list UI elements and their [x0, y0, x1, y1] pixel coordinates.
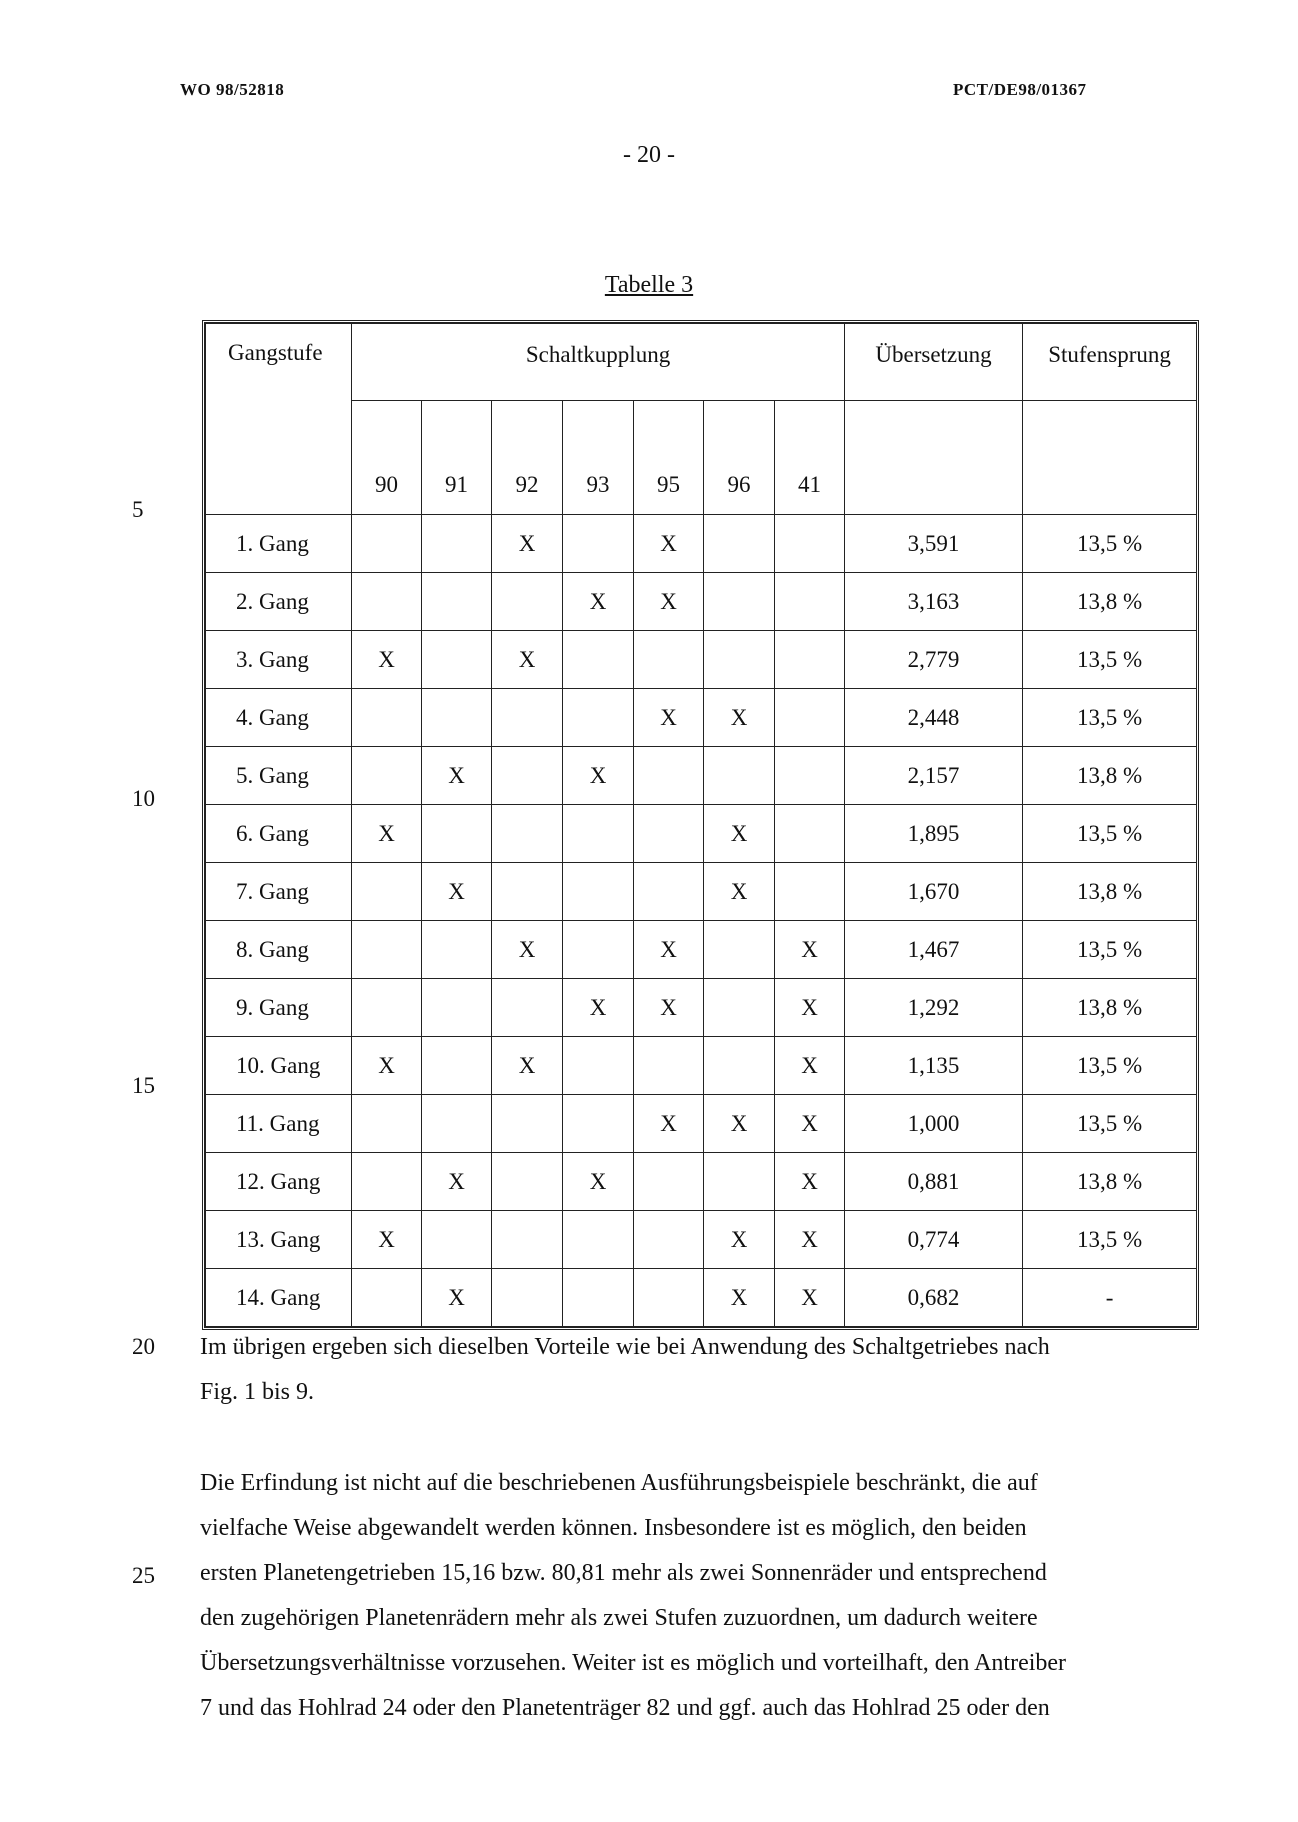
clutch-mark [422, 1037, 492, 1095]
clutch-mark: X [634, 573, 704, 631]
header-uebersetzung: Übersetzung [845, 324, 1023, 401]
clutch-mark [492, 805, 563, 863]
clutch-mark: X [352, 1037, 422, 1095]
header-clutch: 92 [492, 401, 563, 515]
step-value: 13,5 % [1023, 631, 1197, 689]
header-stufensprung: Stufensprung [1023, 324, 1197, 401]
clutch-mark [492, 979, 563, 1037]
header-gangstufe: Gangstufe [206, 324, 352, 515]
clutch-mark [563, 631, 634, 689]
ratio-value: 0,774 [845, 1211, 1023, 1269]
clutch-mark [422, 1095, 492, 1153]
text-line: Übersetzungsverhältnisse vorzusehen. Weiter ist es möglich und vorteilhaft, den Antreiber [200, 1650, 1067, 1676]
ratio-value: 1,000 [845, 1095, 1023, 1153]
clutch-mark [704, 1037, 775, 1095]
clutch-mark: X [492, 921, 563, 979]
table-row [206, 747, 1197, 805]
header-uebersetzung-blank [845, 401, 1023, 515]
step-value: 13,8 % [1023, 979, 1197, 1037]
clutch-mark [775, 747, 845, 805]
gear-label: 5. Gang [206, 747, 352, 805]
clutch-mark [352, 1095, 422, 1153]
clutch-mark [352, 573, 422, 631]
ratio-value: 1,670 [845, 863, 1023, 921]
clutch-mark [634, 805, 704, 863]
header-clutch: 90 [352, 401, 422, 515]
header-clutch: 96 [704, 401, 775, 515]
clutch-mark: X [352, 1211, 422, 1269]
step-value: - [1023, 1269, 1197, 1327]
header-clutch: 93 [563, 401, 634, 515]
clutch-mark [704, 1153, 775, 1211]
clutch-mark: X [352, 631, 422, 689]
clutch-mark [704, 921, 775, 979]
gear-label: 6. Gang [206, 805, 352, 863]
step-value: 13,5 % [1023, 1037, 1197, 1095]
clutch-mark: X [775, 1153, 845, 1211]
clutch-mark: X [775, 1037, 845, 1095]
clutch-mark [422, 573, 492, 631]
clutch-mark [634, 1211, 704, 1269]
ratio-value: 3,163 [845, 573, 1023, 631]
line-number: 20 [132, 1334, 155, 1359]
clutch-mark [704, 573, 775, 631]
text-line: ersten Planetengetrieben 15,16 bzw. 80,81 mehr als zwei Sonnenräder und entsprechend [200, 1560, 1047, 1586]
clutch-mark [352, 689, 422, 747]
gear-label: 7. Gang [206, 863, 352, 921]
clutch-mark: X [492, 631, 563, 689]
gear-label: 3. Gang [206, 631, 352, 689]
step-value: 13,5 % [1023, 921, 1197, 979]
table-row [206, 1037, 1197, 1095]
clutch-mark [704, 515, 775, 573]
application-number: PCT/DE98/01367 [953, 80, 1087, 99]
header-stufensprung-blank [1023, 401, 1197, 515]
clutch-mark: X [422, 1153, 492, 1211]
clutch-mark [352, 863, 422, 921]
clutch-mark [492, 573, 563, 631]
header-schaltkupplung: Schaltkupplung [352, 324, 845, 401]
clutch-mark [492, 863, 563, 921]
clutch-mark [634, 1153, 704, 1211]
clutch-mark: X [634, 1095, 704, 1153]
clutch-mark [775, 515, 845, 573]
clutch-mark [704, 631, 775, 689]
clutch-mark [352, 1269, 422, 1327]
clutch-mark: X [352, 805, 422, 863]
table-row [206, 921, 1197, 979]
clutch-mark [775, 805, 845, 863]
header-clutch: 41 [775, 401, 845, 515]
step-value: 13,5 % [1023, 805, 1197, 863]
clutch-mark [634, 1269, 704, 1327]
ratio-value: 1,292 [845, 979, 1023, 1037]
ratio-value: 1,135 [845, 1037, 1023, 1095]
clutch-mark [422, 805, 492, 863]
clutch-mark [352, 921, 422, 979]
document-number: WO 98/52818 [180, 80, 285, 99]
gear-label: 4. Gang [206, 689, 352, 747]
clutch-mark: X [704, 1095, 775, 1153]
clutch-mark [634, 863, 704, 921]
line-number: 15 [132, 1073, 155, 1098]
clutch-mark: X [563, 573, 634, 631]
clutch-mark: X [634, 689, 704, 747]
clutch-mark: X [634, 921, 704, 979]
step-value: 13,8 % [1023, 863, 1197, 921]
step-value: 13,5 % [1023, 515, 1197, 573]
table-row [206, 573, 1197, 631]
clutch-mark [634, 1037, 704, 1095]
paragraph-invention [200, 1461, 1180, 1731]
clutch-mark: X [492, 515, 563, 573]
text-line: Die Erfindung ist nicht auf die beschriebenen Ausführungsbeispiele beschränkt, die auf [200, 1470, 1038, 1496]
clutch-mark: X [492, 1037, 563, 1095]
ratio-value: 2,448 [845, 689, 1023, 747]
clutch-mark [422, 921, 492, 979]
header-clutch: 91 [422, 401, 492, 515]
text-line: Fig. 1 bis 9. [200, 1379, 315, 1405]
clutch-mark: X [775, 979, 845, 1037]
clutch-mark [563, 863, 634, 921]
text-line: den zugehörigen Planetenrädern mehr als zwei Stufen zuzuordnen, um dadurch weitere [200, 1605, 1038, 1631]
clutch-mark [563, 515, 634, 573]
clutch-mark [563, 1037, 634, 1095]
gear-label: 8. Gang [206, 921, 352, 979]
table-row [206, 1153, 1197, 1211]
ratio-value: 2,157 [845, 747, 1023, 805]
paragraph-advantages [200, 1325, 1180, 1415]
gear-label: 10. Gang [206, 1037, 352, 1095]
table-row [206, 1095, 1197, 1153]
clutch-mark [563, 1269, 634, 1327]
header-clutch: 95 [634, 401, 704, 515]
step-value: 13,8 % [1023, 573, 1197, 631]
clutch-mark [352, 1153, 422, 1211]
clutch-mark [775, 631, 845, 689]
ratio-value: 0,881 [845, 1153, 1023, 1211]
clutch-mark [422, 1211, 492, 1269]
clutch-mark: X [563, 979, 634, 1037]
clutch-mark: X [634, 515, 704, 573]
gear-label: 1. Gang [206, 515, 352, 573]
clutch-mark [422, 631, 492, 689]
clutch-mark [352, 979, 422, 1037]
gear-table [202, 320, 1199, 1330]
clutch-mark: X [422, 863, 492, 921]
line-number: 25 [132, 1563, 155, 1588]
gear-table-body [206, 515, 1197, 1327]
clutch-mark: X [775, 1269, 845, 1327]
table-row [206, 863, 1197, 921]
step-value: 13,8 % [1023, 1153, 1197, 1211]
gear-label: 2. Gang [206, 573, 352, 631]
clutch-mark [775, 863, 845, 921]
text-line: vielfache Weise abgewandelt werden können. Insbesondere ist es möglich, den beiden [200, 1515, 1027, 1541]
ratio-value: 0,682 [845, 1269, 1023, 1327]
clutch-mark [775, 573, 845, 631]
clutch-mark [422, 689, 492, 747]
gear-label: 13. Gang [206, 1211, 352, 1269]
text-line: Im übrigen ergeben sich dieselben Vorteile wie bei Anwendung des Schaltgetriebes nach [200, 1334, 1050, 1360]
step-value: 13,5 % [1023, 1211, 1197, 1269]
clutch-mark: X [422, 747, 492, 805]
text-line: 7 und das Hohlrad 24 oder den Planetenträger 82 und ggf. auch das Hohlrad 25 oder den [200, 1695, 1050, 1721]
step-value: 13,5 % [1023, 1095, 1197, 1153]
clutch-mark [352, 747, 422, 805]
clutch-mark [634, 631, 704, 689]
clutch-mark: X [775, 1095, 845, 1153]
gear-label: 12. Gang [206, 1153, 352, 1211]
clutch-mark [563, 1095, 634, 1153]
clutch-mark [563, 805, 634, 863]
clutch-mark: X [704, 805, 775, 863]
clutch-mark [563, 1211, 634, 1269]
clutch-mark [634, 747, 704, 805]
clutch-mark: X [563, 1153, 634, 1211]
gear-label: 11. Gang [206, 1095, 352, 1153]
ratio-value: 3,591 [845, 515, 1023, 573]
clutch-mark: X [422, 1269, 492, 1327]
clutch-mark [704, 747, 775, 805]
line-number: 5 [132, 497, 144, 522]
table-row [206, 1211, 1197, 1269]
step-value: 13,5 % [1023, 689, 1197, 747]
ratio-value: 2,779 [845, 631, 1023, 689]
clutch-mark [422, 515, 492, 573]
clutch-mark [422, 979, 492, 1037]
clutch-mark: X [563, 747, 634, 805]
clutch-mark: X [704, 1269, 775, 1327]
table-row [206, 805, 1197, 863]
gear-label: 14. Gang [206, 1269, 352, 1327]
clutch-mark [563, 921, 634, 979]
clutch-mark [492, 689, 563, 747]
clutch-mark: X [775, 1211, 845, 1269]
gear-label: 9. Gang [206, 979, 352, 1037]
clutch-mark: X [775, 921, 845, 979]
clutch-mark: X [704, 1211, 775, 1269]
clutch-mark: X [704, 689, 775, 747]
clutch-mark [352, 515, 422, 573]
clutch-mark [492, 1211, 563, 1269]
table-row [206, 1269, 1197, 1327]
ratio-value: 1,467 [845, 921, 1023, 979]
line-number: 10 [132, 786, 155, 811]
table-row [206, 979, 1197, 1037]
clutch-mark: X [634, 979, 704, 1037]
clutch-mark [492, 1269, 563, 1327]
ratio-value: 1,895 [845, 805, 1023, 863]
table-row [206, 689, 1197, 747]
table-row [206, 515, 1197, 573]
clutch-mark [492, 1095, 563, 1153]
clutch-mark [775, 689, 845, 747]
table-title: Tabelle 3 [604, 272, 694, 298]
clutch-mark [704, 979, 775, 1037]
page-number: - 20 - [623, 142, 675, 168]
step-value: 13,8 % [1023, 747, 1197, 805]
clutch-mark [563, 689, 634, 747]
clutch-mark [492, 747, 563, 805]
clutch-mark [492, 1153, 563, 1211]
table-row [206, 631, 1197, 689]
clutch-mark: X [704, 863, 775, 921]
